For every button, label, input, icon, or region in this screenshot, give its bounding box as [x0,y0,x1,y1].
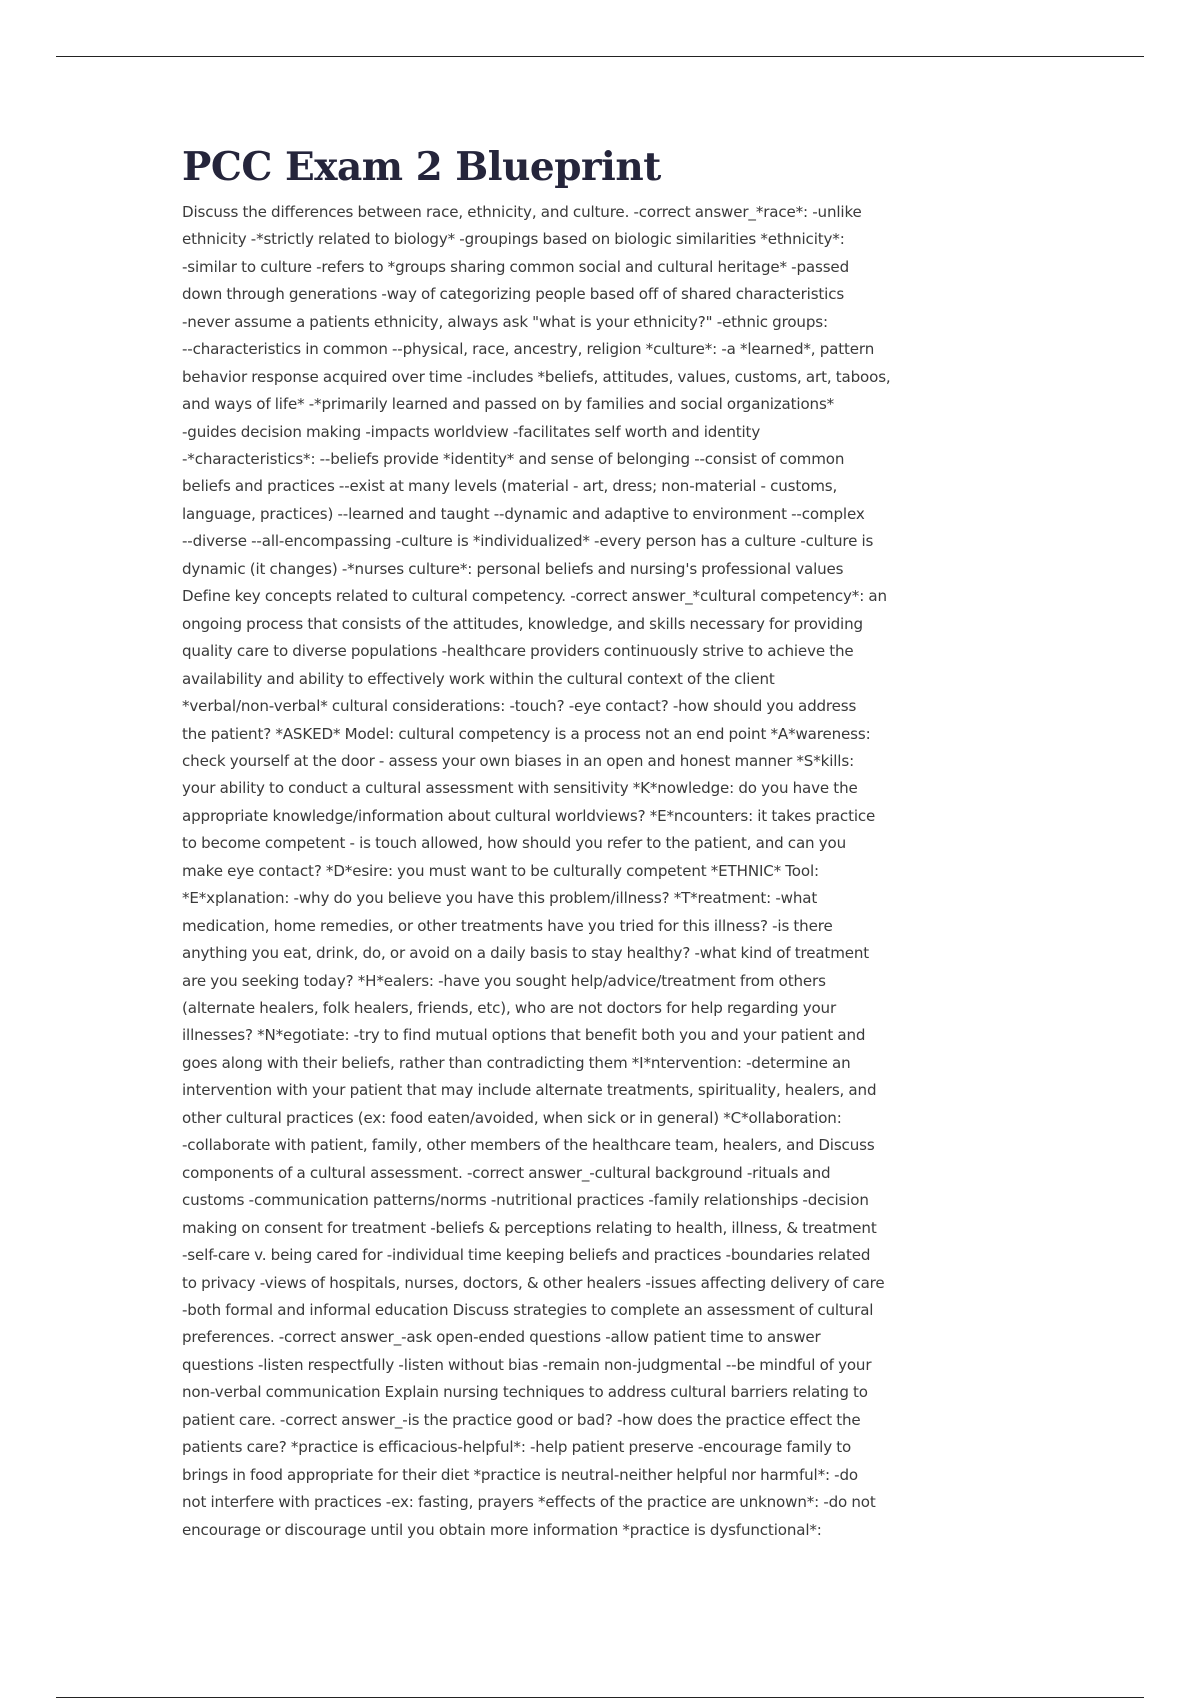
body-line: goes along with their beliefs, rather than contradicting them *I*ntervention: -determine an [182,1053,851,1072]
body-line: *E*xplanation: -why do you believe you have this problem/illness? *T*reatment: -what [182,889,818,908]
body-line: quality care to diverse populations -healthcare providers continuously strive to achieve the [182,642,854,661]
body-line: to privacy -views of hospitals, nurses, doctors, & other healers -issues affecting delivery of care [182,1273,885,1292]
body-line: intervention with your patient that may include alternate treatments, spirituality, healers, and [182,1081,877,1100]
body-line: down through generations -way of categorizing people based off of shared characteristics [182,285,845,304]
body-line: appropriate knowledge/information about cultural worldviews? *E*ncounters: it takes practice [182,806,876,825]
body-line: (alternate healers, folk healers, friends, etc), who are not doctors for help regarding your [182,999,837,1018]
body-line: customs -communication patterns/norms -nutritional practices -family relationships -decision [182,1191,869,1210]
body-line: anything you eat, drink, do, or avoid on a daily basis to stay healthy? -what kind of treatment [182,944,870,963]
body-line: behavior response acquired over time -includes *beliefs, attitudes, values, customs, art, taboos, [182,367,891,386]
body-line: -self-care v. being cared for -individual time keeping beliefs and practices -boundaries related [182,1246,871,1265]
body-line: *verbal/non-verbal* cultural considerations: -touch? -eye contact? -how should you address [182,697,857,716]
body-line: to become competent - is touch allowed, how should you refer to the patient, and can you [182,834,846,853]
body-line: Define key concepts related to cultural competency. -correct answer_*cultural competency*: an [182,587,887,606]
document-title: PCC Exam 2 Blueprint [182,144,661,190]
body-line: not interfere with practices -ex: fasting, prayers *effects of the practice are unknown*: -do not [182,1493,876,1512]
body-line: non-verbal communication Explain nursing techniques to address cultural barriers relating to [182,1383,868,1402]
body-line: Discuss the differences between race, ethnicity, and culture. -correct answer_*race*: -unlike [182,202,862,221]
body-line: components of a cultural assessment. -correct answer_-cultural background -rituals and [182,1163,831,1182]
body-line: beliefs and practices --exist at many levels (material - art, dress; non-material - customs, [182,477,838,496]
body-line: -both formal and informal education Discuss strategies to complete an assessment of cultural [182,1301,874,1320]
body-line: -collaborate with patient, family, other members of the healthcare team, healers, and Discuss [182,1136,875,1155]
body-line: other cultural practices (ex: food eaten/avoided, when sick or in general) *C*ollaboration: [182,1108,842,1127]
body-line: preferences. -correct answer_-ask open-ended questions -allow patient time to answer [182,1328,821,1347]
body-line: availability and ability to effectively work within the cultural context of the client [182,669,775,688]
body-line: -similar to culture -refers to *groups sharing common social and cultural heritage* -passed [182,257,849,276]
body-line: -guides decision making -impacts worldview -facilitates self worth and identity [182,422,761,441]
document-page [182,146,1022,1544]
body-line: illnesses? *N*egotiate: -try to find mutual options that benefit both you and your patient and [182,1026,866,1045]
body-line: patient care. -correct answer_-is the practice good or bad? -how does the practice effect the [182,1410,861,1429]
body-line: the patient? *ASKED* Model: cultural competency is a process not an end point *A*wareness: [182,724,871,743]
bottom-rule [56,1697,1144,1698]
body-line: ethnicity -*strictly related to biology* -groupings based on biologic similarities *ethnicity*: [182,230,845,249]
body-line: -never assume a patients ethnicity, always ask "what is your ethnicity?" -ethnic groups: [182,312,828,331]
body-line: language, practices) --learned and taught --dynamic and adaptive to environment --complex [182,504,865,523]
top-rule [56,56,1144,57]
body-line: brings in food appropriate for their diet *practice is neutral-neither helpful nor harmful*: -do [182,1465,858,1484]
body-line: making on consent for treatment -beliefs & perceptions relating to health, illness, & treatment [182,1218,877,1237]
body-line: ongoing process that consists of the attitudes, knowledge, and skills necessary for providing [182,614,863,633]
body-line: medication, home remedies, or other treatments have you tried for this illness? -is there [182,916,833,935]
body-line: --characteristics in common --physical, race, ancestry, religion *culture*: -a *learned*, pattern [182,340,875,359]
body-line: are you seeking today? *H*ealers: -have you sought help/advice/treatment from others [182,971,826,990]
body-line: --diverse --all-encompassing -culture is *individualized* -every person has a culture -culture is [182,532,874,551]
body-line: make eye contact? *D*esire: you must want to be culturally competent *ETHNIC* Tool: [182,861,819,880]
body-line: questions -listen respectfully -listen without bias -remain non-judgmental --be mindful of your [182,1355,872,1374]
body-line: dynamic (it changes) -*nurses culture*: personal beliefs and nursing's professional values [182,559,844,578]
document-body [182,199,1022,1544]
body-line: check yourself at the door - assess your own biases in an open and honest manner *S*kills: [182,751,855,770]
body-line: -*characteristics*: --beliefs provide *identity* and sense of belonging --consist of common [182,449,845,468]
body-line: your ability to conduct a cultural assessment with sensitivity *K*nowledge: do you have the [182,779,858,798]
body-line: and ways of life* -*primarily learned and passed on by families and social organizations* [182,395,835,414]
body-line: encourage or discourage until you obtain more information *practice is dysfunctional*: [182,1520,822,1539]
body-line: patients care? *practice is efficacious-helpful*: -help patient preserve -encourage family to [182,1438,852,1457]
